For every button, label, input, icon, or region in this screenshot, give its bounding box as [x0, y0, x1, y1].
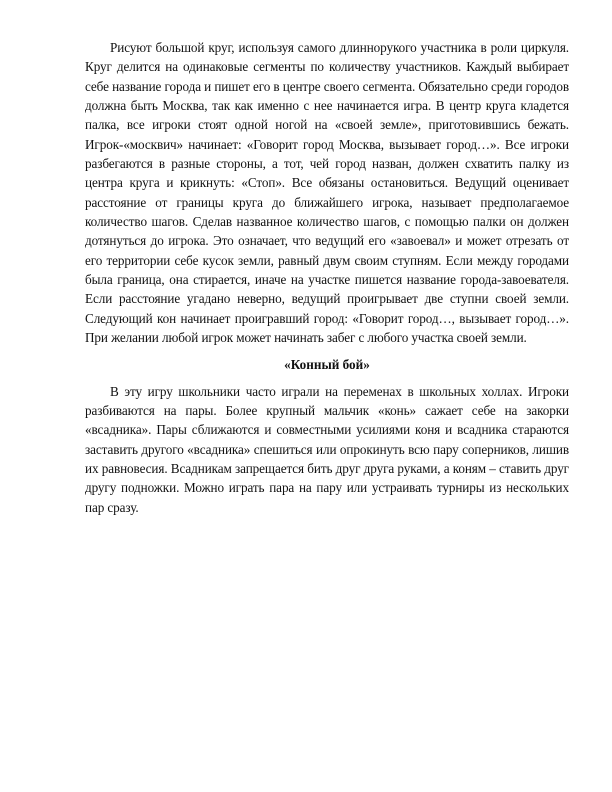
body-paragraph-game-rules: Рисуют большой круг, используя самого длиннорукого участника в роли циркуля. Круг делится на одинаковые сегменты по количеству участников. Каждый выбирает себе название города и пишет его в центре своего сегмента. Обязательно среди городов должна быть Москва, так как именно с нее начинается игра. В центр круга кладется палка, все игроки стоят одной ногой на «своей земле», приготовившись бежать. Игрок-«москвич» начинает: «Говорит город Москва, вызывает город…». Все игроки разбегаются в разные стороны, а тот, чей город назван, должен схватить палку из центра круга и крикнуть: «Стоп». Все обязаны остановиться. Ведущий оценивает расстояние от границы круга до ближайшего игрока, называет предполагаемое количество шагов. Сделав названное количество шагов, с помощью палки он должен дотянуться до игрока. Это означает, что ведущий его «завоевал» и может отрезать от его территории себе кусок земли, равный двум своим ступням. Если между городами была граница, она стирается, иначе на участке пишется название города-завоевателя. Если расстояние угадано неверно, ведущий проигрывает две ступни своей земли. Следующий кон начинает проигравший город: «Говорит город…, вызывает город…». При желании любой игрок может начинать забег с любого участка своей земли. — [85, 40, 569, 346]
document-page — [85, 38, 569, 517]
section-heading: «Конный бой» — [284, 356, 370, 372]
body-paragraph-horse-fight: В эту игру школьники часто играли на переменах в школьных холлах. Игроки разбиваются на пары. Более крупный мальчик «конь» сажает себе на закорки «всадника». Пары сближаются и совместными усилиями коня и всадника стараются заставить другого «всадника» спешиться или опрокинуть всю пару соперников, лишив их равновесия. Всадникам запрещается бить друг друга руками, а коням – ставить друг другу подножки. Можно играть пара на пару или устраивать турниры из нескольких пар сразу. — [85, 383, 569, 515]
